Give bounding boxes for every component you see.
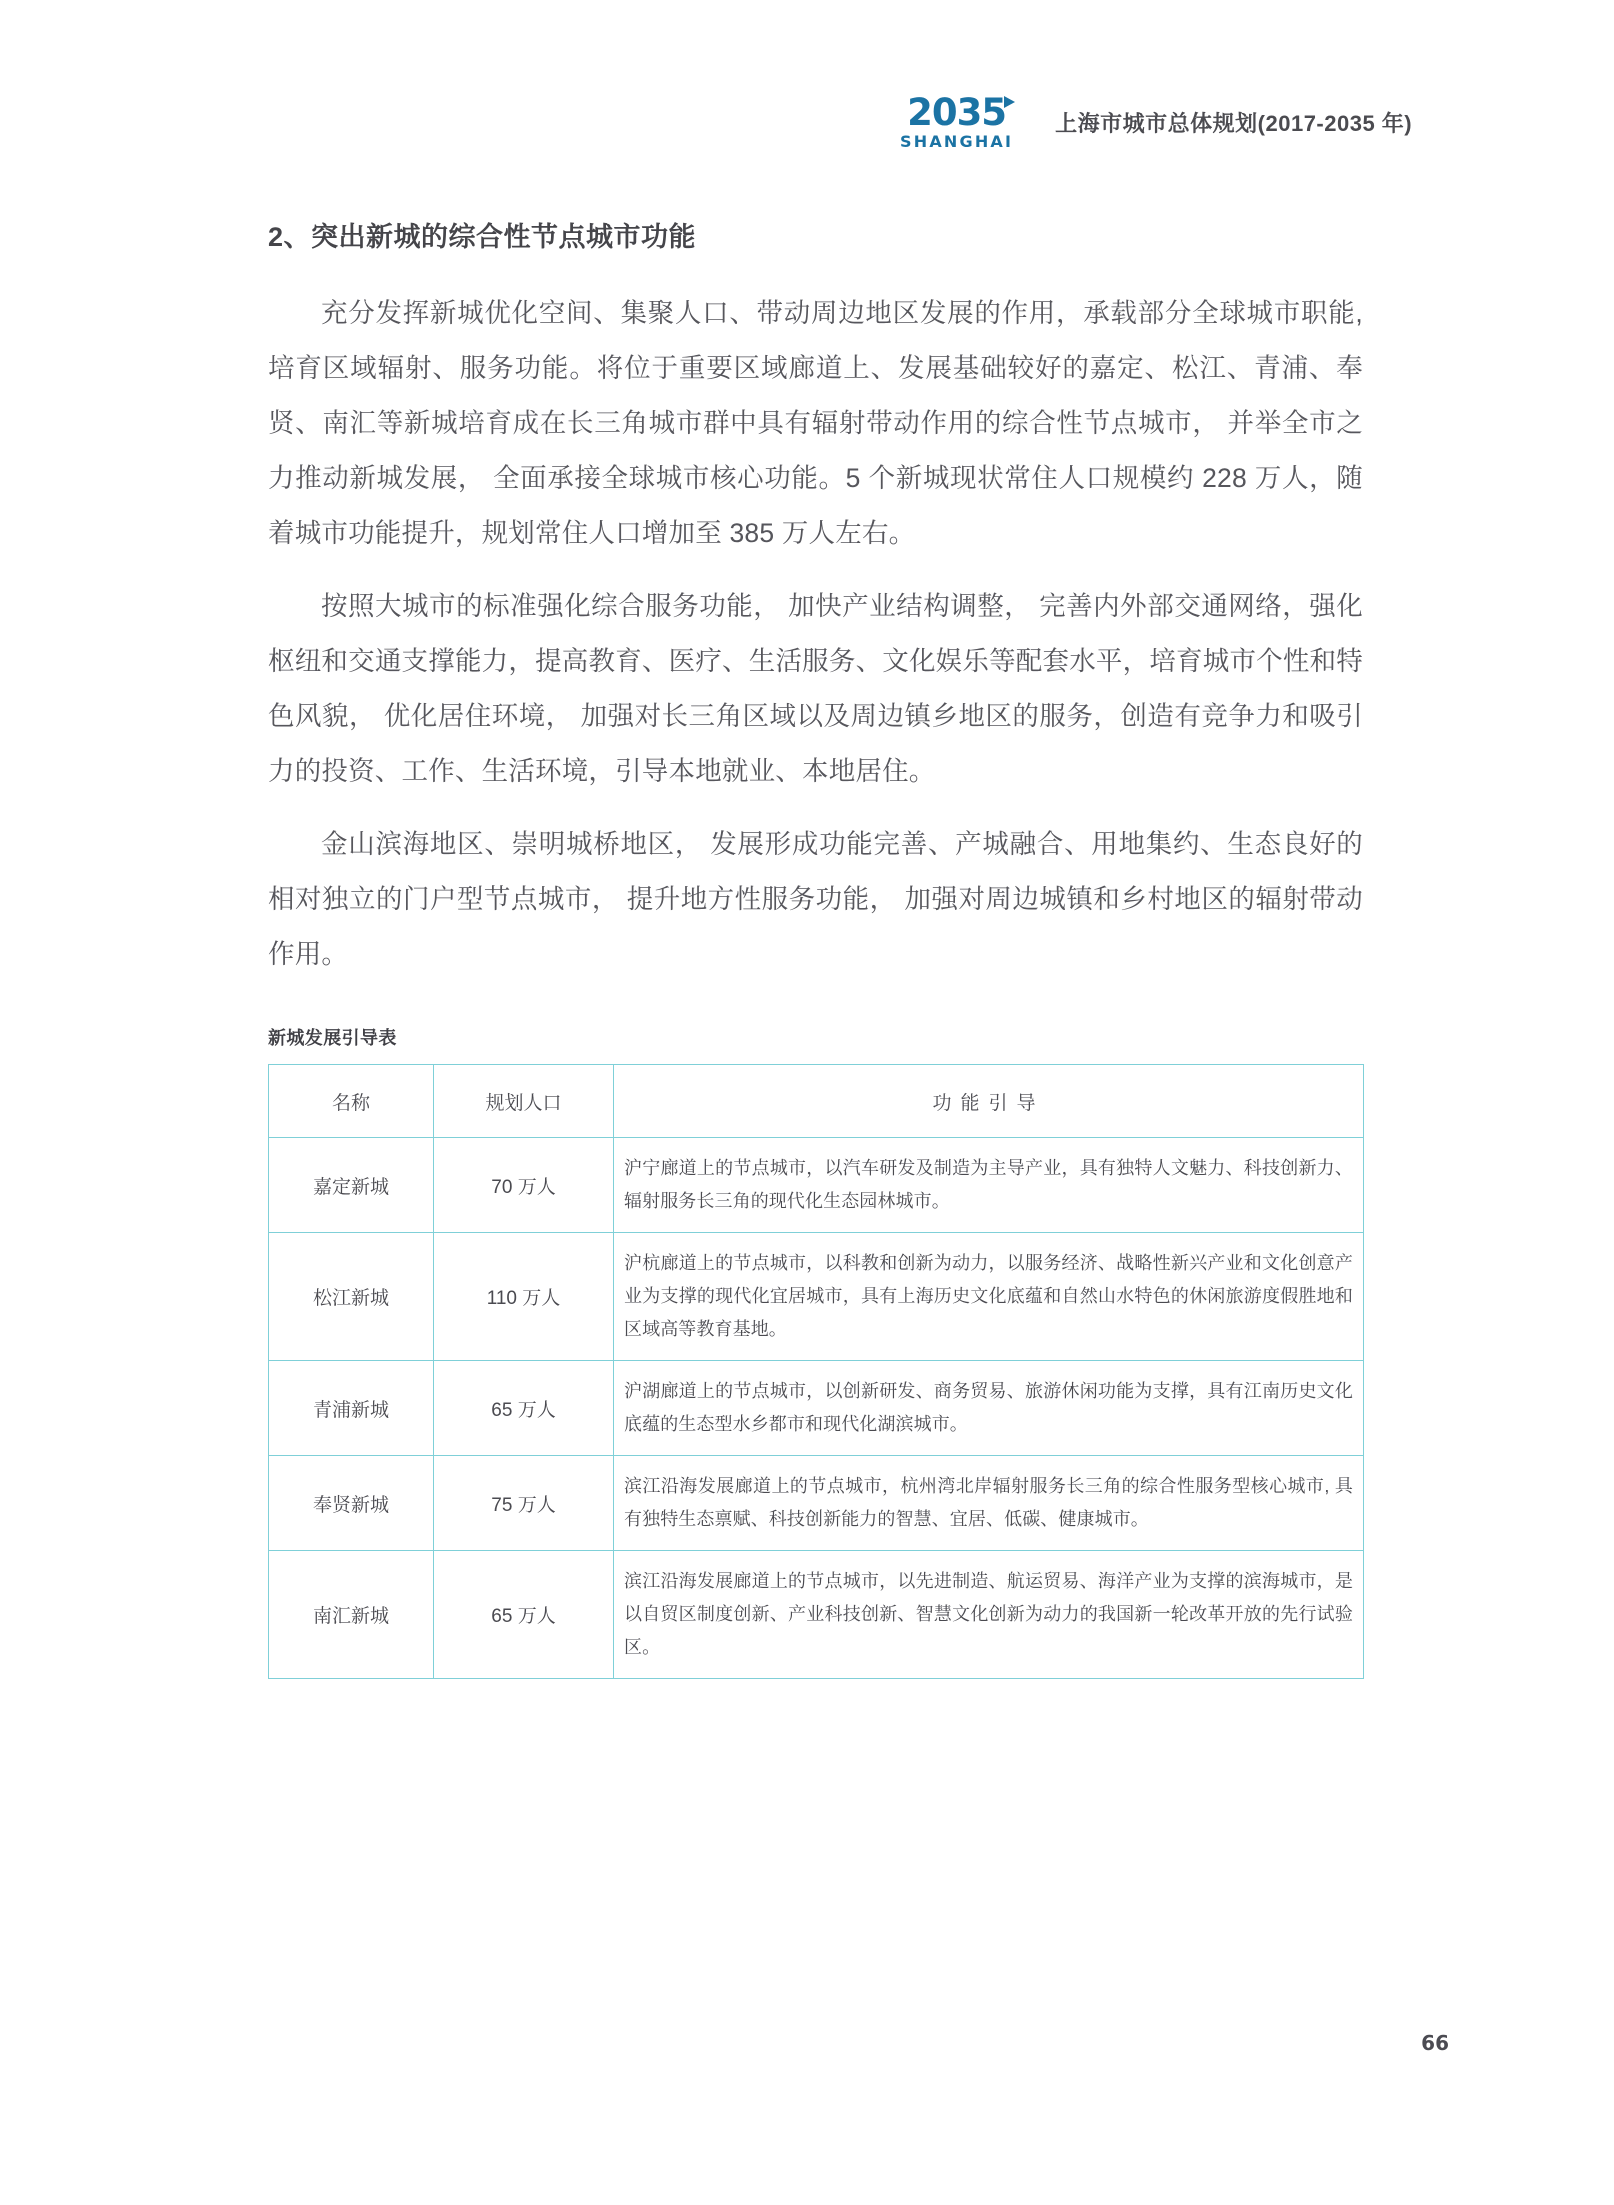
cell-function: 沪湖廊道上的节点城市，以创新研发、商务贸易、旅游休闲功能为支撑，具有江南历史文化底蕴的生态型水乡都市和现代化湖滨城市。 xyxy=(614,1361,1364,1456)
cell-function: 沪杭廊道上的节点城市，以科教和创新为动力，以服务经济、战略性新兴产业和文化创意产业为支撑的现代化宜居城市，具有上海历史文化底蕴和自然山水特色的休闲旅游度假胜地和区域高等教育基地。 xyxy=(614,1233,1364,1361)
page-content xyxy=(268,215,1363,1679)
table-row xyxy=(269,1233,1364,1361)
cell-population: 110 万人 xyxy=(434,1233,614,1361)
body-paragraph: 按照大城市的标准强化综合服务功能， 加快产业结构调整， 完善内外部交通网络，强化枢纽和交通支撑能力，提高教育、医疗、生活服务、文化娱乐等配套水平，培育城市个性和特色风貌， 优化居住环境， 加强对长三角区域以及周边镇乡地区的服务，创造有竞争力和吸引力的投资、工作、生活环境，引导本地就业、本地居住。 xyxy=(268,591,1363,786)
column-header-function: 功能引导 xyxy=(614,1065,1364,1138)
cell-population: 65 万人 xyxy=(434,1361,614,1456)
cell-town-name: 南汇新城 xyxy=(269,1551,434,1679)
cell-function: 滨江沿海发展廊道上的节点城市，杭州湾北岸辐射服务长三角的综合性服务型核心城市, 具有独特生态禀赋、科技创新能力的智慧、宜居、低碳、健康城市。 xyxy=(614,1456,1364,1551)
cell-function: 滨江沿海发展廊道上的节点城市，以先进制造、航运贸易、海洋产业为支撑的滨海城市，是以自贸区制度创新、产业科技创新、智慧文化创新为动力的我国新一轮改革开放的先行试验区。 xyxy=(614,1551,1364,1679)
cell-population: 70 万人 xyxy=(434,1138,614,1233)
cell-town-name: 奉贤新城 xyxy=(269,1456,434,1551)
table-row xyxy=(269,1361,1364,1456)
column-header-population: 规划人口 xyxy=(434,1065,614,1138)
cell-town-name: 松江新城 xyxy=(269,1233,434,1361)
table-row xyxy=(269,1551,1364,1679)
logo-city-text: SHANGHAI xyxy=(900,132,1014,151)
logo-year-text: 2035 xyxy=(907,91,1007,134)
body-paragraph: 金山滨海地区、崇明城桥地区， 发展形成功能完善、产城融合、用地集约、生态良好的相对独立的门户型节点城市， 提升地方性服务功能， 加强对周边城镇和乡村地区的辐射带动作用。 xyxy=(268,829,1363,969)
header-title: 上海市城市总体规划(2017-2035 年) xyxy=(1055,110,1413,136)
cell-function: 沪宁廊道上的节点城市，以汽车研发及制造为主导产业，具有独特人文魅力、科技创新力、辐射服务长三角的现代化生态园林城市。 xyxy=(614,1138,1364,1233)
section-heading: 2、突出新城的综合性节点城市功能 xyxy=(268,222,697,252)
cell-town-name: 嘉定新城 xyxy=(269,1138,434,1233)
page-header xyxy=(0,92,1614,152)
column-header-name: 名称 xyxy=(269,1065,434,1138)
cell-town-name: 青浦新城 xyxy=(269,1361,434,1456)
table-row xyxy=(269,1456,1364,1551)
cell-population: 75 万人 xyxy=(434,1456,614,1551)
table-caption: 新城发展引导表 xyxy=(268,1028,397,1048)
table-header-row xyxy=(269,1065,1364,1138)
new-town-guide-table xyxy=(268,1064,1364,1679)
table-body xyxy=(269,1138,1364,1679)
table-row xyxy=(269,1138,1364,1233)
shanghai-2035-logo xyxy=(900,91,1014,151)
body-paragraph: 充分发挥新城优化空间、集聚人口、带动周边地区发展的作用，承载部分全球城市职能, 培育区域辐射、服务功能。将位于重要区域廊道上、发展基础较好的嘉定、松江、青浦、奉贤、南汇等新城培育成在长三角城市群中具有辐射带动作用的综合性节点城市， 并举全市之力推动新城发展， 全面承接全球城市核心功能。5 个新城现状常住人口规模约 228 万人，随着城市功能提升，规划常住人口增加至 385 万人左右。 xyxy=(268,298,1363,548)
page-number: 66 xyxy=(1421,2031,1449,2055)
cell-population: 65 万人 xyxy=(434,1551,614,1679)
